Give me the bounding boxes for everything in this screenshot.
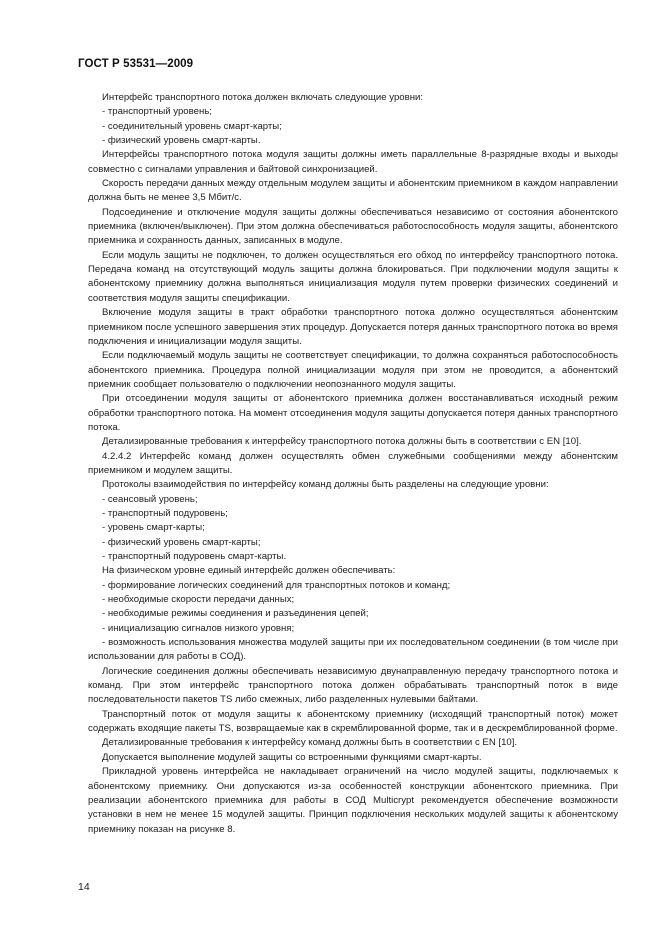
paragraph: Прикладной уровень интерфейса не накладывает ограничений на число модулей защиты, подключаемых к абонентскому приемнику. Они допускаются из-за особенностей конструкции абонентского приемника. При реализации абонентского приемника для работы в СОД Multicrypt рекомендуется обеспечение возможности установки в нем не менее 15 модулей защиты. Принцип подключения нескольких модулей защиты к абонентскому приемнику показан на рисунке 8.: [88, 766, 618, 835]
list-item: - сеансовый уровень;: [102, 493, 198, 505]
page-number: 14: [78, 881, 90, 893]
paragraph: Логические соединения должны обеспечивать независимую двунаправленную передачу транспортного потока и команд. При этом интерфейс транспортного потока должен обрабатывать транспортный поток в виде последовательности пакетов TS либо смежных, либо разделенных нулевыми байтами.: [88, 665, 618, 706]
paragraph: Если модуль защиты не подключен, то должен осуществляться его обход по интерфейсу транспортного потока. Передача команд на отсутствующий модуль защиты должна блокироваться. При подключении модуля защиты к абонентскому приемнику должна выполняться инициализация модуля путем проверки физических соединений и соответствия модуля защиты спецификации.: [88, 249, 618, 304]
list-item: - возможность использования множества модулей защиты при их последовательном соединении (в том числе при использовании для работы в СОД).: [88, 637, 618, 663]
paragraph: Подсоединение и отключение модуля защиты должны обеспечиваться независимо от состояния абонентского приемника (включен/выключен). При этом должна обеспечиваться работоспособность модуля защиты, абонентского приемника и сохранность данных, записанных в модуле.: [88, 206, 618, 247]
document-header: ГОСТ Р 53531—2009: [78, 58, 194, 70]
list-item: - транспортный подуровень;: [102, 507, 228, 519]
list-item: - транспортный уровень;: [102, 106, 212, 118]
paragraph: На физическом уровне единый интерфейс должен обеспечивать:: [102, 565, 396, 577]
list-item: - необходимые скорости передачи данных;: [102, 594, 295, 606]
paragraph: Транспортный поток от модуля защиты к абонентскому приемнику (исходящий транспортный поток) может содержать входящие пакеты TS, возвращаемые как в скремблированной форме, так и в дескремблированной форме.: [88, 708, 618, 735]
paragraph: При отсоединении модуля защиты от абонентского приемника должен восстанавливаться исходный режим обработки транспортного потока. На момент отсоединения модуля защиты допускается потеря данных транспортного потока.: [88, 393, 618, 433]
paragraph: Интерфейсы транспортного потока модуля защиты должны иметь параллельные 8-разрядные входы и выходы совместно с сигналами управления и байтовой синхронизацией.: [88, 149, 618, 175]
paragraph: Интерфейс транспортного потока должен включать следующие уровни:: [102, 92, 424, 103]
list-item: - физический уровень смарт-карты.: [102, 135, 261, 147]
paragraph: Допускается выполнение модулей защиты со встроенными функциями смарт-карты.: [102, 751, 482, 763]
list-item: - физический уровень смарт-карты;: [102, 536, 261, 548]
list-item: - инициализацию сигналов низкого уровня;: [102, 622, 295, 634]
paragraph: Скорость передачи данных между отдельным модулем защиты и абонентским приемником в каждом направлении должна быть не менее 3,5 Мбит/с.: [88, 178, 618, 204]
list-item: - транспортный подуровень смарт-карты.: [102, 551, 287, 562]
paragraph: Детализированные требования к интерфейсу команд должны быть в соответствии с EN [10].: [102, 737, 518, 749]
list-item: - формирование логических соединений для транспортных потоков и команд;: [102, 579, 451, 591]
paragraph: Включение модуля защиты в тракт обработки транспортного потока должно осуществляться абонентским приемником после успешного завершения этих процедур. Допускается потеря данных транспортного потока во время подключения и инициализации модуля защиты.: [88, 307, 618, 347]
list-item: - уровень смарт-карты;: [102, 522, 205, 534]
document-body: [88, 91, 618, 837]
section-paragraph: 4.2.4.2 Интерфейс команд должен осуществлять обмен служебными сообщениями между абонентским приемником и модулем защиты.: [88, 450, 618, 476]
list-item: - необходимые режимы соединения и разъединения цепей;: [102, 608, 369, 620]
paragraph: Детализированные требования к интерфейсу транспортного потока должны быть в соответствии с EN [10].: [102, 436, 582, 448]
list-item: - соединительный уровень смарт-карты;: [102, 120, 282, 132]
paragraph: Если подключаемый модуль защиты не соответствует спецификации, то должна сохраняться работоспособность абонентского приемника. Процедура полной инициализации модуля при этом не проводится, а абонентский приемник сообщает пользователю о подключении неопознанного модуля защиты.: [88, 350, 618, 390]
paragraph: Протоколы взаимодействия по интерфейсу команд должны быть разделены на следующие уровни:: [102, 479, 549, 491]
